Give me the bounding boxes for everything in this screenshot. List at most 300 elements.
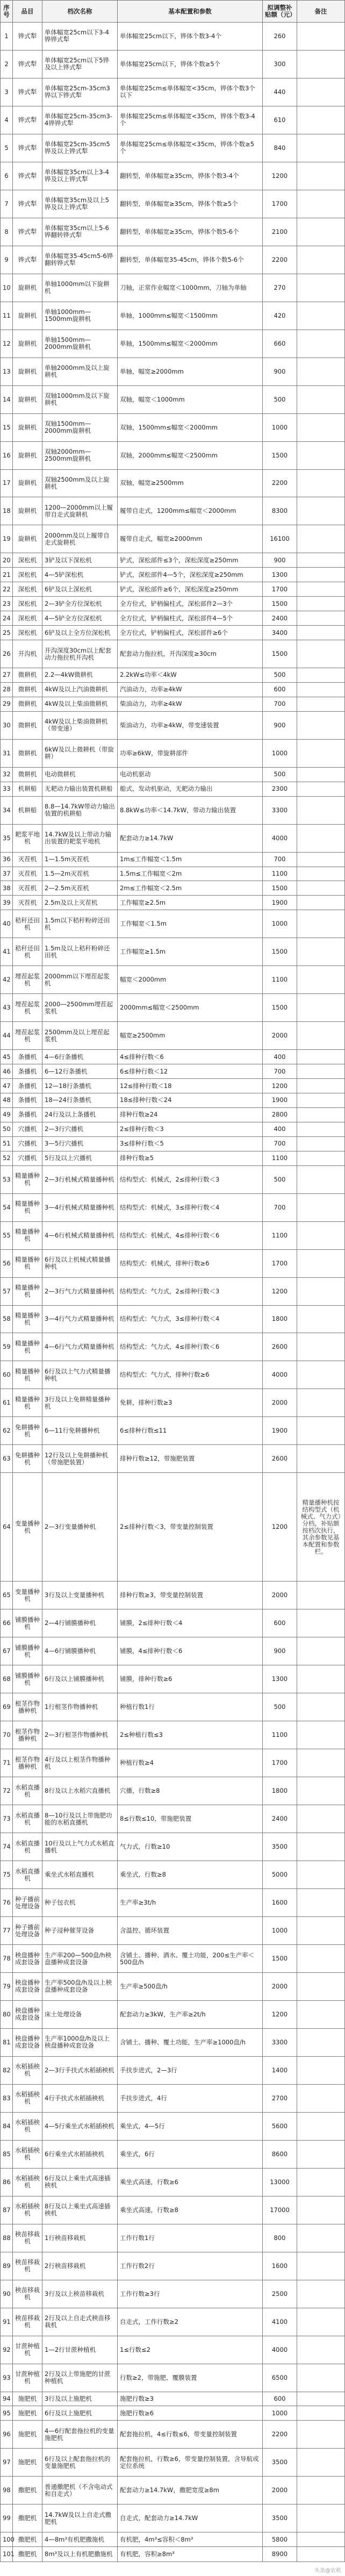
row-spec: 工作行数2行 <box>118 2252 263 2280</box>
row-subsidy-amount: 440 <box>263 78 297 106</box>
row-spec: 1≤行数≤2 <box>118 2336 263 2364</box>
row-subsidy-amount: 400 <box>263 1122 297 1136</box>
row-item: 甘蔗种植机 <box>13 2364 42 2392</box>
row-spec: 免耕，排种行数≥3 <box>118 1389 263 1417</box>
row-model-name: 8.8—14.7kW带动力输出装置的机耕船 <box>42 796 118 824</box>
row-number: 60 <box>1 1361 13 1389</box>
row-item: 深松机 <box>13 611 42 626</box>
table-row <box>1 1193 345 1221</box>
row-number: 54 <box>1 1193 13 1221</box>
header-item: 品目 <box>13 1 42 23</box>
row-spec: 单轴，幅宽≥2000mm <box>118 357 263 385</box>
row-subsidy-amount: 270 <box>263 274 297 302</box>
row-subsidy-amount: 2700 <box>263 2084 297 2112</box>
row-subsidy-amount: 1900 <box>263 1093 297 1107</box>
row-spec: 有机肥，容积≥8m³ <box>118 2547 263 2562</box>
row-number: 99 <box>1 2505 13 2532</box>
row-model-name: 4—6行机械式精量播种机 <box>42 1221 118 1249</box>
row-number: 31 <box>1 739 13 767</box>
table-row <box>1 1122 345 1136</box>
row-spec: 结构型式：气力式，2≤排种行数＜3 <box>118 1277 263 1305</box>
row-item: 旋耕机 <box>13 497 42 525</box>
row-note <box>297 626 345 640</box>
row-spec: 排种行数≥3，带变量控制装置 <box>118 1582 263 1609</box>
row-model-name: 2—4行铺膜播种机 <box>42 1609 118 1637</box>
row-note <box>297 134 345 162</box>
row-number: 83 <box>1 2084 13 2112</box>
row-subsidy-amount: 800 <box>263 2224 297 2252</box>
row-subsidy-amount: 2000 <box>263 2477 297 2505</box>
row-subsidy-amount: 1200 <box>263 1079 297 1093</box>
row-subsidy-amount: 1500 <box>263 1945 297 1973</box>
row-item: 精量播种机 <box>13 1277 42 1305</box>
row-spec: 1.5m≤工作幅宽＜2m <box>118 867 263 881</box>
row-model-name: 10行及以上气力式水稻直播机 <box>42 1833 118 1861</box>
table-row <box>1 1945 345 1973</box>
row-note <box>297 525 345 553</box>
row-model-name: 1—1.5m灭茬机 <box>42 852 118 867</box>
table-body <box>1 23 345 2562</box>
row-number: 96 <box>1 2421 13 2449</box>
row-item: 机耕船 <box>13 796 42 824</box>
row-subsidy-amount: 3400 <box>263 626 297 640</box>
row-number: 66 <box>1 1609 13 1637</box>
row-note <box>297 2364 345 2392</box>
row-number: 78 <box>1 1945 13 1973</box>
row-spec: 生产率≥500盘/h <box>118 1973 263 2001</box>
row-model-name: 6kW及以上微耕机（带旋耕） <box>42 739 118 767</box>
table-row <box>1 2140 345 2168</box>
row-number: 16 <box>1 441 13 469</box>
row-model-name: 3—5行穴播机 <box>42 1136 118 1151</box>
row-model-name: 8行及以上乘坐式高速插秧机 <box>42 2196 118 2224</box>
row-number: 77 <box>1 1917 13 1945</box>
row-model-name: 双轴2000mm—2500mm旋耕机 <box>42 441 118 469</box>
row-spec: 排种行数≥5 <box>118 1151 263 1165</box>
row-spec: 全方位式，铲柄偏柱式，深松部件4—5个 <box>118 611 263 626</box>
row-model-name: 4—5铲深松机 <box>42 568 118 582</box>
row-item: 水稻直播机 <box>13 1861 42 1889</box>
row-subsidy-amount: 400 <box>263 1050 297 1064</box>
row-number: 72 <box>1 1777 13 1805</box>
row-subsidy-amount: 2000 <box>263 1022 297 1050</box>
row-item: 铧式犁 <box>13 218 42 246</box>
row-note <box>297 1637 345 1665</box>
row-model-name: 4kW及以上柴油微耕机（带变速） <box>42 711 118 739</box>
row-spec: 工作幅宽＜1.5m <box>118 910 263 938</box>
row-item: 深松机 <box>13 626 42 640</box>
row-model-name: 2—3行根茎作物播种机 <box>42 1721 118 1749</box>
row-model-name: 乘坐式水稻直播机 <box>42 1861 118 1889</box>
row-model-name: 单体幅宽35-45cm5-6铧翻转铧式犁 <box>42 246 118 274</box>
table-row <box>1 1151 345 1165</box>
row-model-name: 1行秧苗移栽机 <box>42 2224 118 2252</box>
row-subsidy-amount: 1000 <box>263 413 297 441</box>
table-row <box>1 994 345 1022</box>
row-item: 微耕机 <box>13 682 42 697</box>
row-number: 6 <box>1 162 13 190</box>
row-note <box>297 824 345 852</box>
row-subsidy-amount: 2800 <box>263 1107 297 1122</box>
row-note <box>297 668 345 683</box>
table-row <box>1 1665 345 1693</box>
table-row <box>1 910 345 938</box>
row-number: 100 <box>1 2532 13 2547</box>
row-item: 精量播种机 <box>13 1361 42 1389</box>
row-model-name: 双轴2500mm及以上旋耕机 <box>42 469 118 497</box>
row-note <box>297 246 345 274</box>
row-model-name: 4—5行乘坐式水稻插秧机 <box>42 2112 118 2140</box>
row-model-name: 种子包衣机 <box>42 1889 118 1917</box>
table-row <box>1 668 345 683</box>
table-row <box>1 162 345 190</box>
row-subsidy-amount: 16100 <box>263 525 297 553</box>
row-subsidy-amount: 1200 <box>263 1473 297 1582</box>
table-row <box>1 1473 345 1582</box>
table-row <box>1 2364 345 2392</box>
table-row <box>1 78 345 106</box>
row-number: 45 <box>1 1050 13 1064</box>
row-item: 旋耕机 <box>13 357 42 385</box>
row-subsidy-amount: 2300 <box>263 782 297 796</box>
row-note <box>297 1122 345 1136</box>
row-note <box>297 2547 345 2562</box>
table-row <box>1 553 345 568</box>
row-item: 秧苗移栽机 <box>13 2280 42 2308</box>
row-subsidy-amount: 2000 <box>263 1389 297 1417</box>
row-spec: 施肥行数≥6 <box>118 2406 263 2421</box>
row-note <box>297 1136 345 1151</box>
row-number: 84 <box>1 2112 13 2140</box>
row-note <box>297 1333 345 1361</box>
row-note <box>297 1022 345 1050</box>
row-note <box>297 1221 345 1249</box>
row-item: 水稻插秧机 <box>13 2056 42 2084</box>
row-model-name: 2行及以上带施肥的甘蔗种植机 <box>42 2364 118 2392</box>
row-spec: 4≤排种行数＜6 <box>118 1050 263 1064</box>
row-model-name: 6铲及以上全方位深松机 <box>42 626 118 640</box>
row-note <box>297 1721 345 1749</box>
row-subsidy-amount: 300 <box>263 50 297 78</box>
row-item: 撒肥机 <box>13 2477 42 2505</box>
row-item: 水稻插秧机 <box>13 2168 42 2196</box>
table-row <box>1 2280 345 2308</box>
row-model-name: 1.5m及以上秸秆粉碎还田机 <box>42 938 118 966</box>
row-model-name: 2—3行变量播种机 <box>42 1473 118 1582</box>
row-subsidy-amount: 5000 <box>263 1861 297 1889</box>
row-spec: 配套动力≥14.7kW，撒肥宽度≥8m <box>118 2477 263 2505</box>
row-number: 68 <box>1 1665 13 1693</box>
table-row <box>1 2336 345 2364</box>
row-spec: 单轴，1500mm≤幅宽＜2000mm <box>118 330 263 357</box>
table-row <box>1 246 345 274</box>
table-row <box>1 2449 345 2477</box>
table-row <box>1 796 345 824</box>
row-spec: 2m≤工作幅宽＜2.5m <box>118 881 263 896</box>
row-item: 秸秆还田机 <box>13 910 42 938</box>
row-spec: 铺膜，4≤排种行数＜6 <box>118 1637 263 1665</box>
row-subsidy-amount: 500 <box>263 1165 297 1193</box>
table-row <box>1 582 345 597</box>
row-number: 10 <box>1 274 13 302</box>
row-spec: 工作幅宽≥1.5m <box>118 938 263 966</box>
row-number: 22 <box>1 582 13 597</box>
row-spec: 含温控、循环装置 <box>118 1917 263 1945</box>
row-spec: 柴油动力，功率≥4kW <box>118 697 263 711</box>
row-spec: 乘坐式高速，行数≥8 <box>118 2196 263 2224</box>
row-item: 撒肥机 <box>13 2547 42 2562</box>
row-subsidy-amount: 2200 <box>263 2421 297 2449</box>
row-number: 26 <box>1 640 13 668</box>
row-note <box>297 1361 345 1389</box>
row-spec: 结构型式：机械式，排种行数≥6 <box>118 1249 263 1277</box>
row-spec: 双轴，幅宽＜1000mm <box>118 385 263 413</box>
row-subsidy-amount: 1000 <box>263 2406 297 2421</box>
row-item: 条播机 <box>13 1107 42 1122</box>
row-note <box>297 2168 345 2196</box>
row-item: 精量播种机 <box>13 1389 42 1417</box>
table-row <box>1 881 345 896</box>
row-model-name: 4—6行气力式精量播种机 <box>42 1333 118 1361</box>
row-model-name: 3行及以上变量播种机 <box>42 1582 118 1609</box>
row-number: 94 <box>1 2392 13 2406</box>
row-note <box>297 2336 345 2364</box>
row-subsidy-amount: 17000 <box>263 2196 297 2224</box>
row-subsidy-amount: 2000 <box>263 1582 297 1609</box>
row-model-name: 3铲及以下深松机 <box>42 553 118 568</box>
row-number: 23 <box>1 597 13 611</box>
row-note <box>297 50 345 78</box>
row-subsidy-amount: 3500 <box>263 2449 297 2477</box>
row-item: 铧式犁 <box>13 50 42 78</box>
row-number: 75 <box>1 1861 13 1889</box>
row-item: 秧苗移栽机 <box>13 2224 42 2252</box>
row-model-name: 8行及以上水稻穴直播机 <box>42 1777 118 1805</box>
row-item: 灭茬机 <box>13 867 42 881</box>
row-spec: 含铺土、播种、覆土功能，生产率≥1000盘/h <box>118 2028 263 2056</box>
row-item: 铧式犁 <box>13 78 42 106</box>
table-row <box>1 2392 345 2406</box>
row-number: 81 <box>1 2028 13 2056</box>
table-row <box>1 1165 345 1193</box>
row-model-name: 单轴1000mm以下旋耕机 <box>42 274 118 302</box>
row-spec: 工作幅宽≥2.5m <box>118 896 263 910</box>
row-item: 精量播种机 <box>13 1193 42 1221</box>
row-number: 30 <box>1 711 13 739</box>
row-subsidy-amount: 3300 <box>263 2028 297 2056</box>
row-subsidy-amount: 1500 <box>263 881 297 896</box>
row-subsidy-amount: 600 <box>263 2392 297 2406</box>
row-number: 43 <box>1 994 13 1022</box>
row-note <box>297 357 345 385</box>
row-number: 32 <box>1 767 13 782</box>
row-number: 25 <box>1 626 13 640</box>
row-number: 95 <box>1 2406 13 2421</box>
row-subsidy-amount: 500 <box>263 385 297 413</box>
row-spec: 结构型式：气力式，4≤排种行数＜6 <box>118 1333 263 1361</box>
row-number: 17 <box>1 469 13 497</box>
row-item: 种子播前处理设备 <box>13 1889 42 1917</box>
row-subsidy-amount: 900 <box>263 1637 297 1665</box>
row-spec: 2000mm≤幅宽＜2500mm <box>118 994 263 1022</box>
row-note <box>297 2532 345 2547</box>
row-model-name: 单体幅宽25cm以下3-4铧铧式犁 <box>42 23 118 51</box>
table-row <box>1 1136 345 1151</box>
row-item: 旋耕机 <box>13 385 42 413</box>
table-row <box>1 1721 345 1749</box>
table-row <box>1 2308 345 2336</box>
row-subsidy-amount: 1700 <box>263 1749 297 1777</box>
row-number: 27 <box>1 668 13 683</box>
row-number: 21 <box>1 568 13 582</box>
row-note <box>297 274 345 302</box>
row-number: 46 <box>1 1064 13 1079</box>
row-spec: 乘坐式，6行 <box>118 2140 263 2168</box>
row-subsidy-amount: 1800 <box>263 1777 297 1805</box>
table-row <box>1 497 345 525</box>
row-note <box>297 1050 345 1064</box>
row-number: 40 <box>1 910 13 938</box>
row-subsidy-amount: 8300 <box>263 497 297 525</box>
row-number: 67 <box>1 1637 13 1665</box>
row-number: 44 <box>1 1022 13 1050</box>
row-number: 63 <box>1 1445 13 1473</box>
table-row <box>1 1637 345 1665</box>
table-row <box>1 218 345 246</box>
row-note <box>297 330 345 357</box>
row-note: 精量播种机按结构型式（机械式、气力式）分档，补贴额按档次执行，其余参数见基本配置和参数栏。 <box>297 1473 345 1582</box>
row-note <box>297 796 345 824</box>
row-note <box>297 1277 345 1305</box>
table-row <box>1 896 345 910</box>
row-spec: 履带自走式，幅宽≥2000mm <box>118 525 263 553</box>
row-spec: 全方位式，铲柄偏柱式，深松部件2—3个 <box>118 597 263 611</box>
row-model-name: 单体幅宽35cm及以上5铧及以上铧式犁 <box>42 190 118 218</box>
row-spec: 双轴，2000mm≤幅宽＜2500mm <box>118 441 263 469</box>
row-subsidy-amount: 2600 <box>263 1333 297 1361</box>
row-subsidy-amount: 900 <box>263 357 297 385</box>
table-row <box>1 1064 345 1079</box>
row-spec: 8≤行数≤10，带施肥装置 <box>118 1805 263 1833</box>
row-note <box>297 1165 345 1193</box>
row-number: 90 <box>1 2280 13 2308</box>
row-item: 水稻直播机 <box>13 1805 42 1833</box>
row-number: 88 <box>1 2224 13 2252</box>
row-subsidy-amount: 1300 <box>263 568 297 582</box>
row-note <box>297 1107 345 1122</box>
row-item: 水稻插秧机 <box>13 2112 42 2140</box>
row-note <box>297 1193 345 1221</box>
row-item: 根茎作物播种机 <box>13 1693 42 1721</box>
row-item: 施肥机 <box>13 2392 42 2406</box>
row-note <box>297 1249 345 1277</box>
table-row <box>1 106 345 134</box>
row-item: 埋茬起浆机 <box>13 994 42 1022</box>
row-item: 精量播种机 <box>13 1221 42 1249</box>
row-subsidy-amount: 3500 <box>263 2505 297 2532</box>
table-row <box>1 1973 345 2001</box>
row-model-name: 3行及以上施肥机 <box>42 2392 118 2406</box>
row-item: 水稻插秧机 <box>13 2196 42 2224</box>
table-row <box>1 1107 345 1122</box>
row-item: 灭茬机 <box>13 896 42 910</box>
row-subsidy-amount: 610 <box>263 106 297 134</box>
table-row <box>1 2421 345 2449</box>
row-item: 旋耕机 <box>13 525 42 553</box>
row-number: 2 <box>1 50 13 78</box>
table-row <box>1 1917 345 1945</box>
row-item: 水稻插秧机 <box>13 2140 42 2168</box>
row-spec: 船式，发动机驱动，无耙动力输出 <box>118 782 263 796</box>
row-item: 铧式犁 <box>13 23 42 51</box>
row-number: 47 <box>1 1079 13 1093</box>
row-model-name: 2行秧苗移栽机 <box>42 2252 118 2280</box>
table-row <box>1 711 345 739</box>
row-spec: 结构型式：机械式，4≤排种行数＜6 <box>118 1221 263 1249</box>
row-number: 58 <box>1 1305 13 1333</box>
row-spec: 有机肥，4m³≤容积＜8m³ <box>118 2532 263 2547</box>
row-spec: 刀轴，正常作业幅宽＜1000mm，刀轴为单轴 <box>118 274 263 302</box>
row-spec: 配套拖拉机，行数≥6，带变量控制装置，含导航或定位系统 <box>118 2449 263 2477</box>
row-note <box>297 1582 345 1609</box>
row-item: 微耕机 <box>13 767 42 782</box>
table-row <box>1 2252 345 2280</box>
table-row <box>1 2084 345 2112</box>
row-spec: 乘坐式，4—5行 <box>118 2112 263 2140</box>
row-model-name: 开沟深度30cm以上配套动力拖拉机开沟机 <box>42 640 118 668</box>
row-number: 52 <box>1 1151 13 1165</box>
table-row <box>1 682 345 697</box>
row-subsidy-amount: 2100 <box>263 218 297 246</box>
row-item: 深松机 <box>13 597 42 611</box>
row-subsidy-amount: 1600 <box>263 1889 297 1917</box>
row-model-name: 6行乘坐式水稻插秧机 <box>42 2140 118 2168</box>
row-model-name: 6行及以上铺膜播种机 <box>42 1665 118 1693</box>
row-model-name: 8m³及以上有机肥撒施机 <box>42 2547 118 2562</box>
row-note <box>297 2028 345 2056</box>
row-subsidy-amount: 500 <box>263 668 297 683</box>
row-note <box>297 2140 345 2168</box>
row-model-name: 单体幅宽35cm以上3-4铧及以上铧式犁 <box>42 162 118 190</box>
row-model-name: 4—8m³有机肥撒施机 <box>42 2532 118 2547</box>
table-row <box>1 50 345 78</box>
row-item: 旋耕机 <box>13 330 42 357</box>
row-item: 变量播种机 <box>13 1582 42 1609</box>
row-spec: 种植行数1行 <box>118 1693 263 1721</box>
row-model-name: 生产率200—500盘/h秧盘播种成套设备 <box>42 1945 118 1973</box>
row-item: 水稻插秧机 <box>13 2084 42 2112</box>
row-item: 种子播前处理设备 <box>13 1917 42 1945</box>
table-row <box>1 852 345 867</box>
row-spec: 配套动力拖拉机，开沟深度≥30cm <box>118 640 263 668</box>
row-model-name: 2.2—4kW微耕机 <box>42 668 118 683</box>
row-item: 施肥机 <box>13 2406 42 2421</box>
row-model-name: 1200—2000mm以上履带自走式旋耕机 <box>42 497 118 525</box>
row-note <box>297 2308 345 2336</box>
row-note <box>297 611 345 626</box>
row-note <box>297 2280 345 2308</box>
row-note <box>297 896 345 910</box>
row-note <box>297 1445 345 1473</box>
row-number: 39 <box>1 896 13 910</box>
row-subsidy-amount: 4000 <box>263 2336 297 2364</box>
row-item: 铧式犁 <box>13 162 42 190</box>
row-spec: 气力式，行数≥10 <box>118 1833 263 1861</box>
row-spec: 双轴，1500mm≤幅宽＜2000mm <box>118 413 263 441</box>
row-model-name: 床土处理设备 <box>42 2000 118 2028</box>
row-number: 36 <box>1 852 13 867</box>
table-row <box>1 190 345 218</box>
